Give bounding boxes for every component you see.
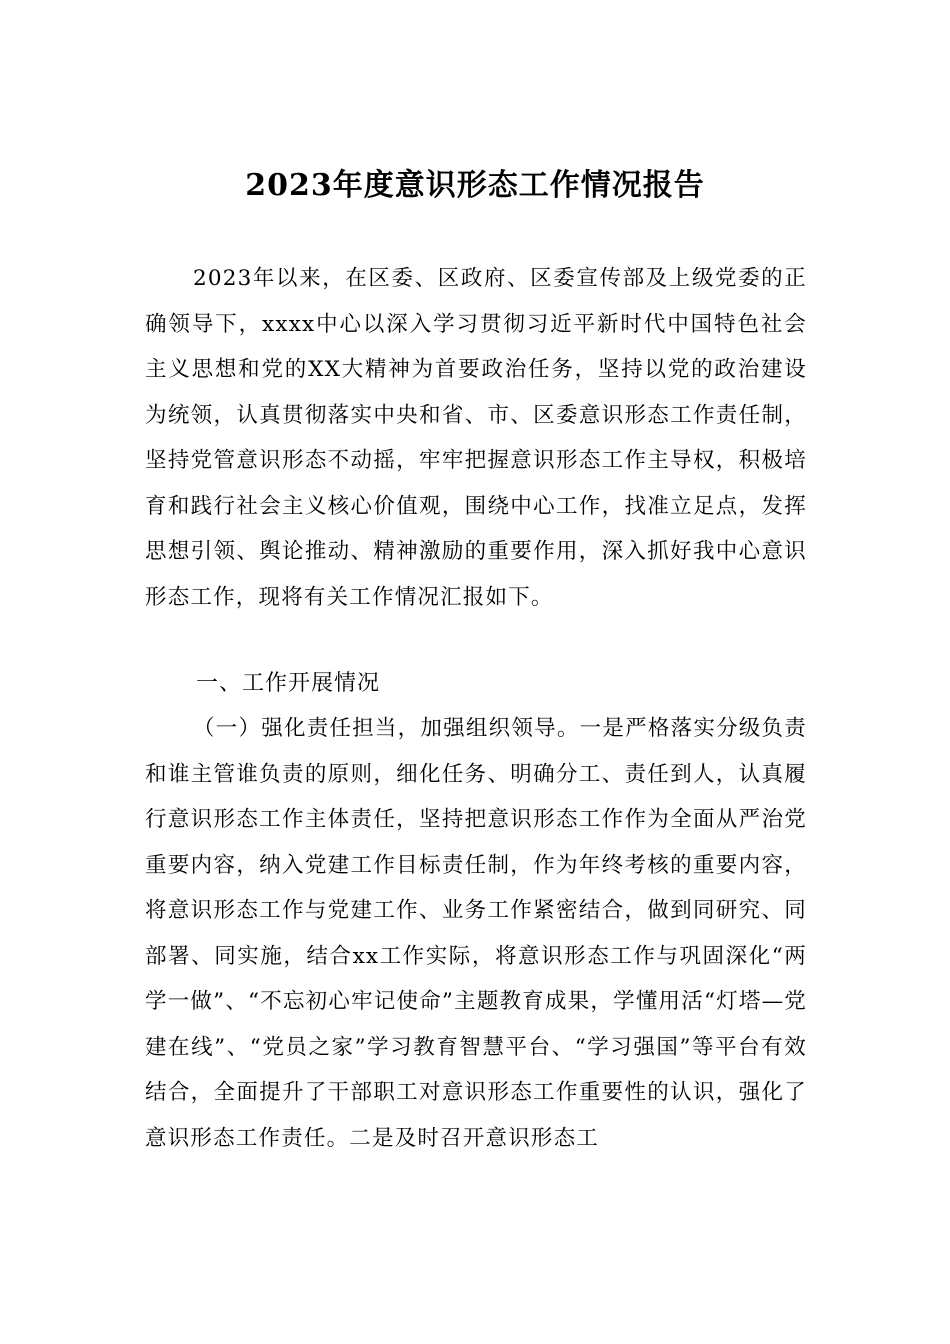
document-title: 2023年度意识形态工作情况报告 — [245, 168, 705, 203]
intro-paragraph: 2023年以来，在区委、区政府、区委宣传部及上级党委的正确领导下，xxxx中心以深入学习贯彻习近平新时代中国特色社会主义思想和党的XX大精神为首要政治任务，坚持以党的政治建设为统领，认真贯彻落实中央和省、市、区委意识形态工作责任制，坚持党管意识形态不动摇，牢牢把握意识形态工作主导权，积极培育和践行社会主义核心价值观，围绕中心工作，找准立足点，发挥思想引领、舆论推动、精神激励的重要作用，深入抓好我中心意识形态工作，现将有关工作情况汇报如下。 — [145, 266, 807, 610]
body-paragraph: （一）强化责任担当，加强组织领导。一是严格落实分级负责和谁主管谁负责的原则，细化任务、明确分工、责任到人，认真履行意识形态工作主体责任，坚持把意识形态工作作为全面从严治党重要内容，纳入党建工作目标责任制，作为年终考核的重要内容，将意识形态工作与党建工作、业务工作紧密结合，做到同研究、同部署、同实施，结合xx工作实际，将意识形态工作与巩固深化“两学一做”、“不忘初心牢记使命”主题教育成果，学懂用活“灯塔—党建在线”、“党员之家”学习教育智慧平台、“学习强国”等平台有效结合，全面提升了干部职工对意识形态工作重要性的认识，强化了意识形态工作责任。二是及时召开意识形态工 — [145, 716, 807, 1151]
section-heading: 一、工作开展情况 — [196, 671, 381, 696]
